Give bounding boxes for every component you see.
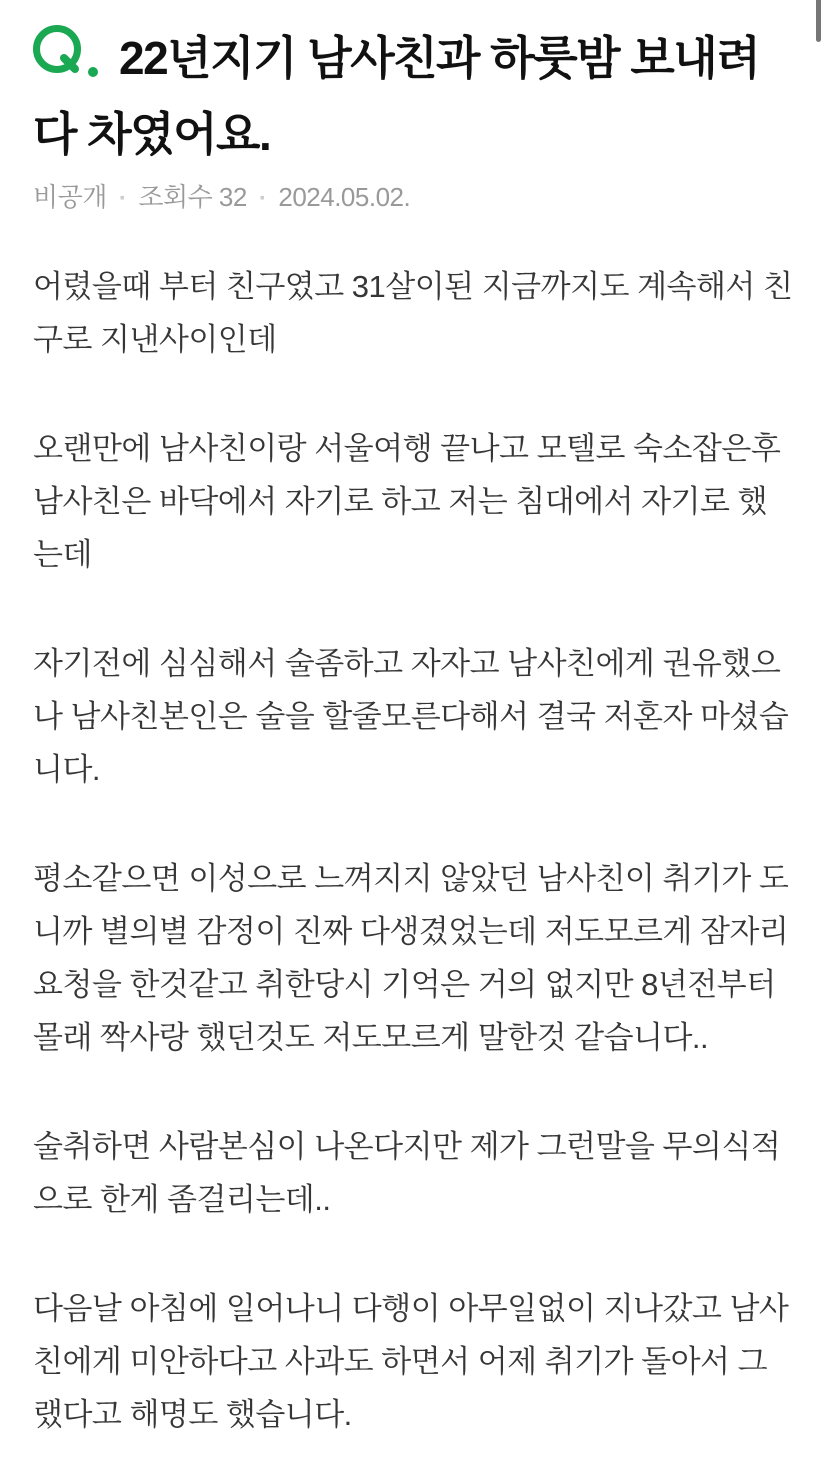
body-paragraph: 어렸을때 부터 친구였고 31살이된 지금까지도 계속해서 친구로 지낸사이인데 [33, 269, 793, 357]
body-paragraph: 술취하면 사람본심이 나온다지만 제가 그런말을 무의식적으로 한게 좀걸리는데.. [33, 1129, 781, 1217]
question-body [33, 260, 795, 1441]
question-title [33, 20, 795, 172]
question-q-icon [33, 22, 105, 80]
scrollbar-thumb[interactable] [816, 0, 821, 42]
body-paragraph: 자기전에 심심해서 술좀하고 자자고 남사친에게 권유했으나 남사친본인은 술을 할줄모른다해서 결국 저혼자 마셨습니다. [33, 646, 789, 787]
body-paragraph: 평소같으면 이성으로 느껴지지 않았던 남사친이 취기가 도니까 별의별 감정이 진짜 다생겼었는데 저도모르게 잠자리 요청을 한것같고 취한당시 기억은 거의 없지만 8년전부터 몰래 짝사랑 했던것도 저도모르게 말한것 같습니다.. [33, 861, 789, 1055]
body-paragraph: 다음날 아침에 일어나니 다행이 아무일없이 지나갔고 남사친에게 미안하다고 사과도 하면서 어제 취기가 돌아서 그랬다고 해명도 했습니다. [33, 1291, 789, 1432]
question-title-text: 22년지기 남사친과 하룻밤 보내려다 차였어요. [33, 32, 760, 160]
meta-visibility: 비공개 [33, 182, 107, 212]
meta-date: · 2024.05.02. [247, 182, 410, 212]
meta-view-count: · 조회수 32 [107, 182, 247, 212]
body-paragraph: 오랜만에 남사친이랑 서울여행 끝나고 모텔로 숙소잡은후 남사친은 바닥에서 자기로 하고 저는 침대에서 자기로 했는데 [33, 431, 781, 572]
question-meta [33, 182, 795, 214]
